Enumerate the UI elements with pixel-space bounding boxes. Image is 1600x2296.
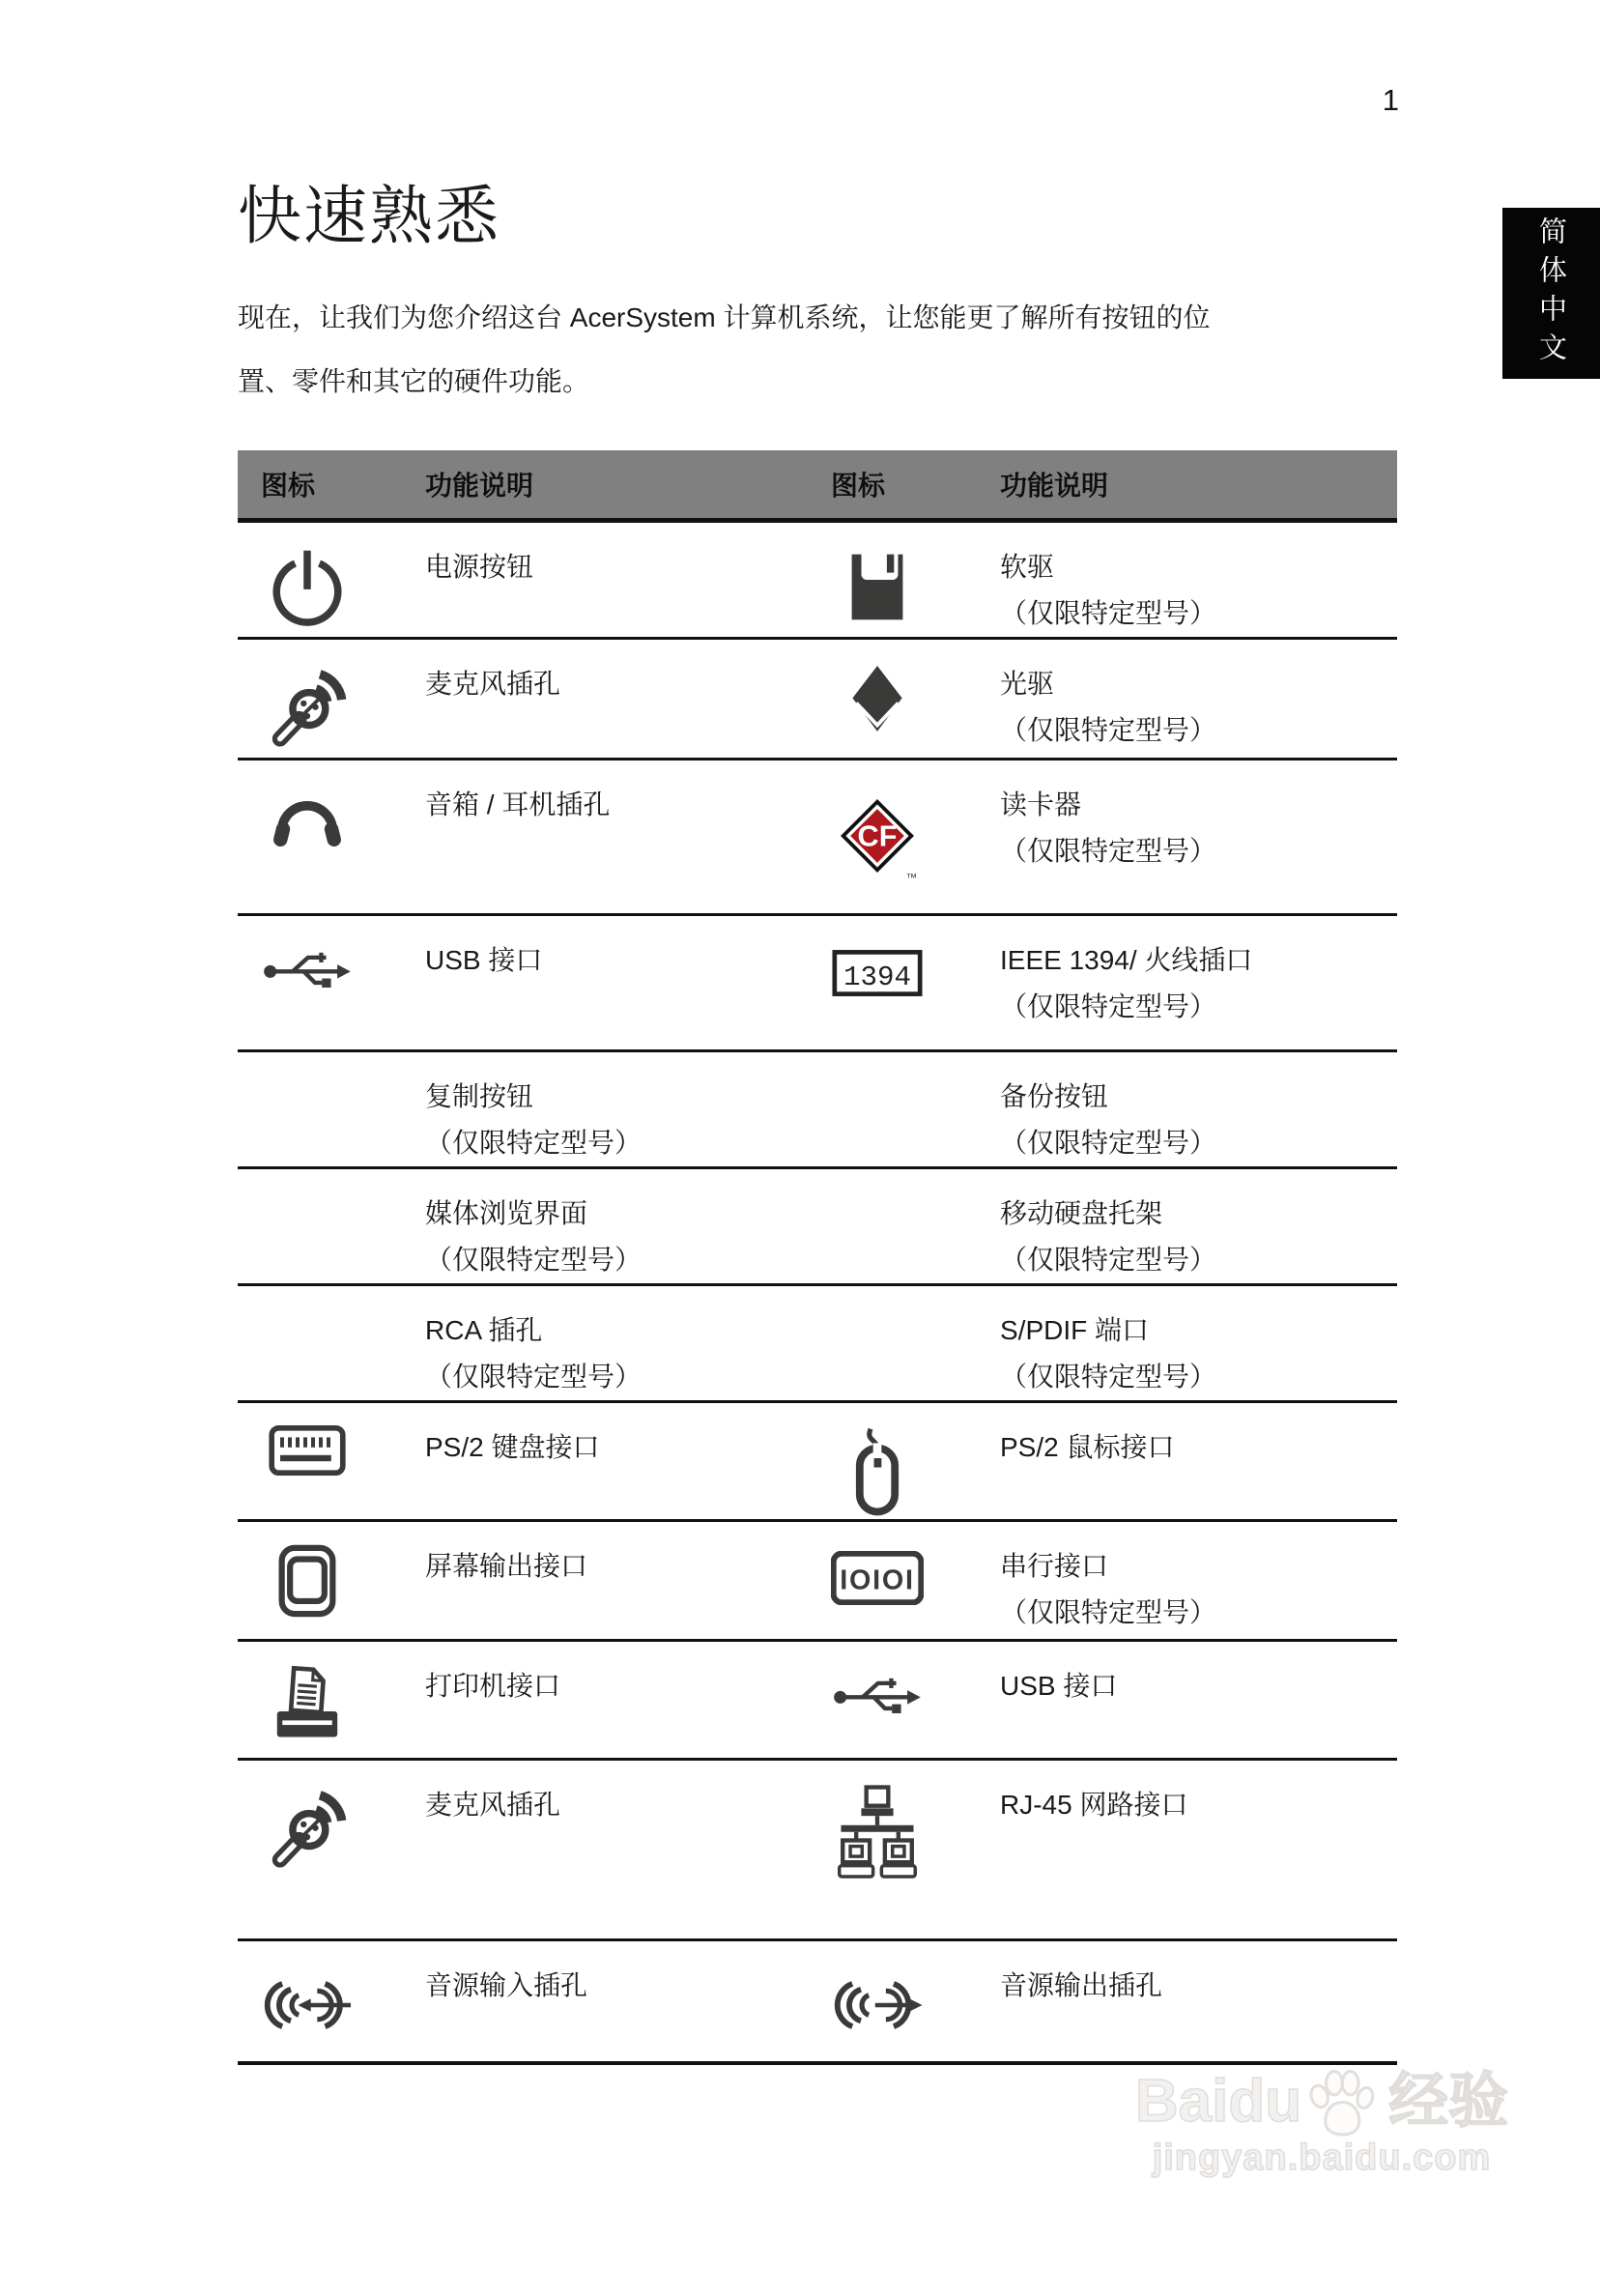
intro-line-1: 现在，让我们为您介绍这台 AcerSystem 计算机系统，让您能更了解所有按钮的位	[238, 302, 1211, 332]
usb-icon	[832, 1663, 923, 1723]
table-row	[238, 1286, 1397, 1403]
function-desc: 读卡器 （仅限特定型号）	[1000, 789, 1217, 866]
table-row	[238, 523, 1397, 640]
intro-line-2: 置、零件和其它的硬件功能。	[238, 366, 590, 396]
watermark-url: jingyan.baidu.com	[1152, 2138, 1492, 2178]
function-desc: 音箱 / 耳机插孔	[425, 789, 611, 819]
table-header-row	[238, 450, 1397, 523]
table-row	[238, 1941, 1397, 2065]
function-desc: 电源按钮	[425, 552, 534, 582]
function-desc: RJ-45 网路接口	[1000, 1790, 1188, 1820]
function-desc: 串行接口 （仅限特定型号）	[1000, 1551, 1217, 1627]
table-row	[238, 916, 1397, 1052]
function-desc: 光驱 （仅限特定型号）	[1000, 669, 1217, 745]
column-header-desc-2: 功能说明	[1000, 471, 1109, 501]
svg-text:IOIOI: IOIOI	[840, 1564, 915, 1596]
function-desc: 麦克风插孔	[425, 1790, 561, 1820]
mouse-icon	[852, 1424, 902, 1517]
function-desc: USB 接口	[1000, 1671, 1118, 1701]
column-header-icon-1: 图标	[261, 471, 316, 501]
audio-in-icon	[261, 1963, 354, 2048]
function-desc: RCA 插孔 （仅限特定型号）	[425, 1315, 643, 1392]
table-row	[238, 1761, 1397, 1941]
headphones-icon	[269, 782, 346, 855]
usb-icon	[262, 937, 353, 997]
function-desc: IEEE 1394/ 火线插口 （仅限特定型号）	[1000, 945, 1253, 1021]
function-desc: 软驱 （仅限特定型号）	[1000, 552, 1217, 628]
table-row	[238, 640, 1397, 761]
function-desc: 移动硬盘托架 （仅限特定型号）	[1000, 1198, 1217, 1275]
rj45-icon	[831, 1782, 924, 1892]
function-desc: 麦克风插孔	[425, 669, 561, 699]
microphone-icon	[262, 661, 353, 758]
column-header-icon-2: 图标	[831, 471, 886, 501]
table-row	[238, 761, 1397, 916]
serial-icon	[831, 1551, 924, 1605]
ieee1394-icon	[832, 949, 923, 997]
function-desc: 备份按钮 （仅限特定型号）	[1000, 1081, 1217, 1158]
function-desc: USB 接口	[425, 945, 543, 975]
floppy-icon	[845, 544, 909, 625]
table-row	[238, 1052, 1397, 1169]
svg-text:CF: CF	[857, 818, 898, 853]
table-row	[238, 1169, 1397, 1286]
table-row	[238, 1403, 1397, 1522]
page-title: 快速熟悉	[238, 180, 500, 251]
printer-icon	[270, 1663, 345, 1746]
cf-card-icon	[831, 782, 924, 890]
table-row	[238, 1642, 1397, 1761]
page-number: 1	[1382, 83, 1399, 117]
function-desc: 打印机接口	[425, 1671, 561, 1701]
audio-out-icon	[831, 1963, 924, 2048]
monitor-icon	[277, 1543, 337, 1619]
svg-text:™: ™	[905, 873, 918, 885]
function-desc: PS/2 键盘接口	[425, 1432, 600, 1462]
page-content	[238, 0, 1397, 2065]
language-tab-label: 简体中文	[1535, 215, 1566, 371]
optical-disc-icon	[846, 661, 908, 750]
svg-text:1394: 1394	[843, 961, 911, 994]
column-header-desc-1: 功能说明	[425, 471, 534, 501]
paw-icon	[1303, 2070, 1377, 2138]
function-desc: 复制按钮 （仅限特定型号）	[425, 1081, 643, 1158]
function-desc: 媒体浏览界面 （仅限特定型号）	[425, 1198, 643, 1275]
intro-paragraph	[238, 286, 1397, 414]
baidu-watermark	[1129, 2070, 1515, 2179]
function-desc: 音源输出插孔	[1000, 1970, 1163, 2000]
watermark-brand-cn: 经验	[1388, 2068, 1509, 2135]
function-desc: 屏幕输出接口	[425, 1551, 588, 1581]
watermark-brand: Baidu	[1134, 2068, 1302, 2135]
icon-function-table	[238, 450, 1397, 2065]
function-desc: PS/2 鼠标接口	[1000, 1432, 1175, 1462]
power-icon	[267, 544, 348, 633]
function-desc: S/PDIF 端口 （仅限特定型号）	[1000, 1315, 1217, 1392]
keyboard-icon	[269, 1424, 346, 1477]
language-tab	[1502, 208, 1600, 379]
microphone-icon	[262, 1782, 353, 1879]
table-row	[238, 1522, 1397, 1642]
function-desc: 音源输入插孔	[425, 1970, 588, 2000]
